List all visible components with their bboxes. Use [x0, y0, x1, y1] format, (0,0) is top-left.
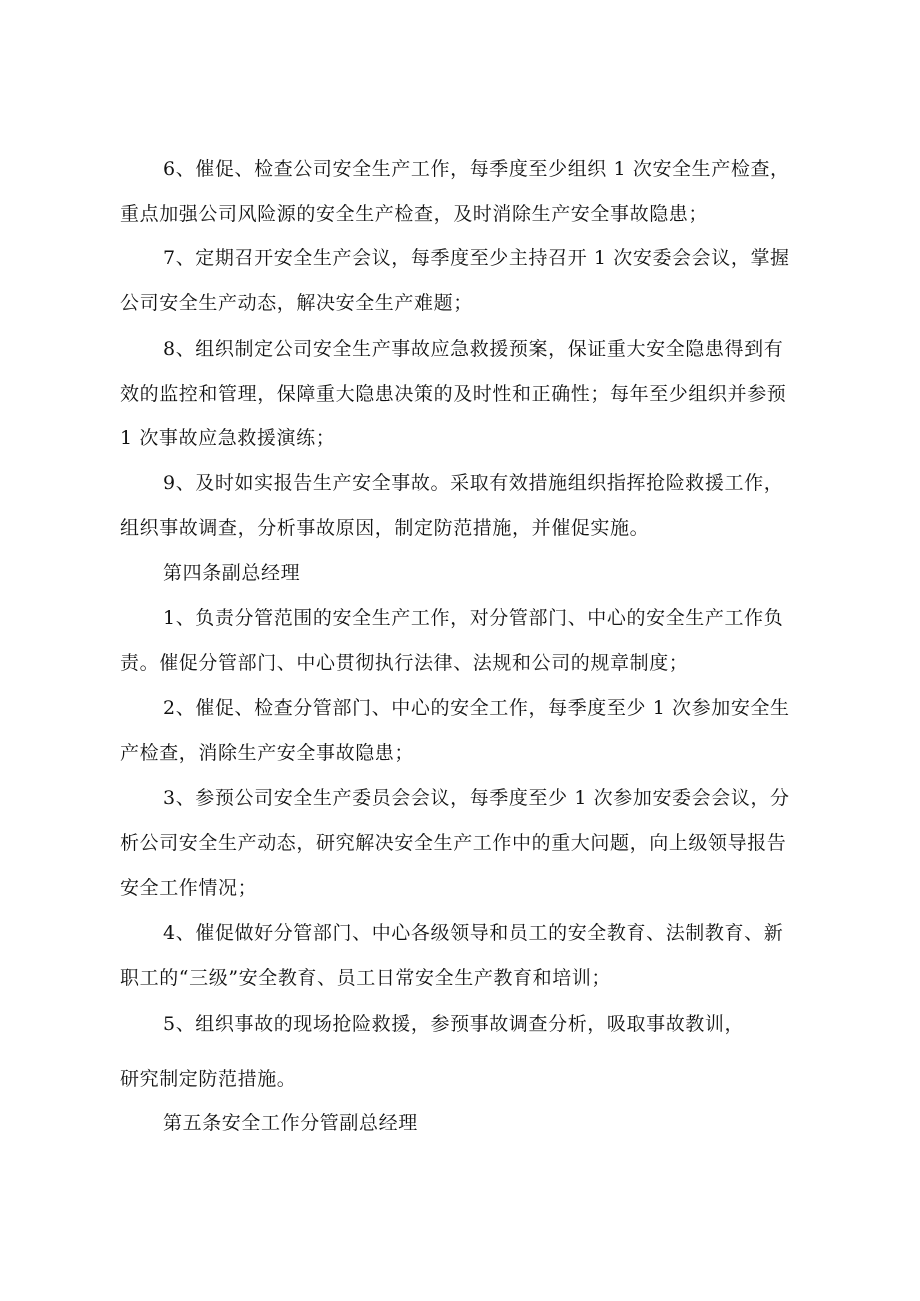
paragraph-line: 4、催促做好分管部门、中心各级领导和员工的安全教育、法制教育、新 — [163, 922, 784, 944]
paragraph-line: 安全工作情况； — [120, 877, 258, 899]
paragraph-line: 组织事故调查，分析事故原因，制定防范措施，并催促实施。 — [120, 517, 650, 539]
paragraph-line: 5、组织事故的现场抢险救援，参预事故调查分析，吸取事故教训， — [163, 1013, 745, 1035]
paragraph-line: 3、参预公司安全生产委员会会议，每季度至少 1 次参加安委会会议，分 — [163, 787, 790, 809]
paragraph-line: 析公司安全生产动态，研究解决安全生产工作中的重大问题，向上级领导报告 — [120, 832, 787, 854]
paragraph-line: 2、催促、检查分管部门、中心的安全工作，每季度至少 1 次参加安全生 — [163, 697, 790, 719]
paragraph-line: 产检查，消除生产安全事故隐患； — [120, 742, 415, 764]
paragraph-line: 1、负责分管范围的安全生产工作，对分管部门、中心的安全生产工作负 — [163, 607, 784, 629]
paragraph-line: 研究制定防范措施。 — [120, 1068, 297, 1090]
section-heading: 第四条副总经理 — [163, 562, 301, 584]
paragraph-line: 1 次事故应急救援演练； — [120, 427, 336, 449]
paragraph-line: 9、及时如实报告生产安全事故。采取有效措施组织指挥抢险救援工作， — [163, 472, 784, 494]
paragraph-line: 公司安全生产动态，解决安全生产难题； — [120, 292, 473, 314]
paragraph-line: 6、催促、检查公司安全生产工作，每季度至少组织 1 次安全生产检查， — [163, 158, 790, 180]
paragraph-line: 重点加强公司风险源的安全生产检查，及时消除生产安全事故隐患； — [120, 203, 709, 225]
paragraph-line: 职工的“三级”安全教育、员工日常安全生产教育和培训； — [120, 967, 612, 989]
paragraph-line: 效的监控和管理，保障重大隐患决策的及时性和正确性；每年至少组织并参预 — [120, 383, 787, 405]
section-heading: 第五条安全工作分管副总经理 — [163, 1112, 418, 1134]
paragraph-line: 7、定期召开安全生产会议，每季度至少主持召开 1 次安委会会议，掌握 — [163, 247, 790, 269]
paragraph-line: 责。催促分管部门、中心贯彻执行法律、法规和公司的规章制度； — [120, 652, 689, 674]
paragraph-line: 8、组织制定公司安全生产事故应急救援预案，保证重大安全隐患得到有 — [163, 338, 784, 360]
